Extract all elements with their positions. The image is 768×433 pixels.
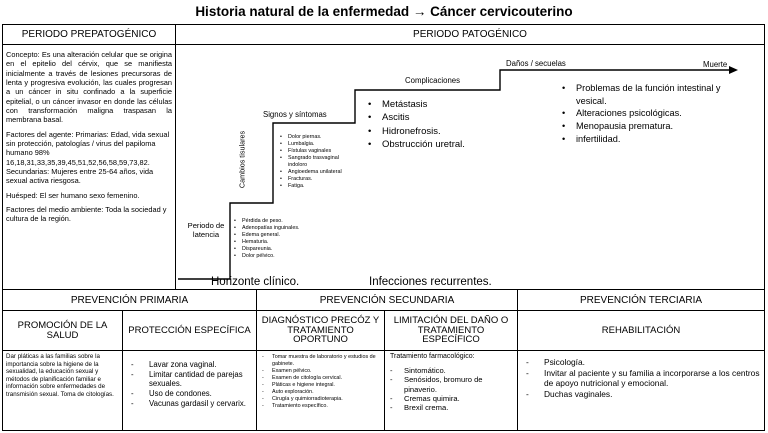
rehabilitation-header: REHABILITACIÓN bbox=[517, 310, 765, 351]
specific-protection-header: PROTECCIÓN ESPECÍFICA bbox=[122, 310, 257, 351]
list-item: - Examen de citología cervical. bbox=[262, 375, 381, 382]
list-item: - Sintomático. bbox=[390, 366, 513, 375]
list-item: - Invitar al paciente y su familia a incorporarse a los centros de apoyo nutricional y emocional. bbox=[526, 368, 760, 389]
list-item: - Lavar zona vaginal. bbox=[131, 360, 252, 370]
list-item: - Tratamiento específico. bbox=[262, 403, 381, 410]
list-item: • Dolor piernas. bbox=[280, 134, 358, 141]
sequelae-label: Daños / secuelas bbox=[506, 59, 566, 68]
early-diagnosis-cell bbox=[256, 350, 385, 431]
specific-protection-cell bbox=[122, 350, 257, 431]
list-item: • Problemas de la función intestinal y vesical. bbox=[562, 82, 752, 107]
rehab-list bbox=[526, 357, 760, 399]
list-item: • Obstrucción uretral. bbox=[368, 138, 498, 151]
latency-label: Periodo de latencia bbox=[187, 221, 225, 240]
complications-list bbox=[368, 98, 498, 151]
damage-limitation-header: LIMITACIÓN DEL DAÑO O TRATAMIENTO ESPECÍFICO bbox=[384, 310, 518, 351]
list-item: • Fístulas vaginales bbox=[280, 148, 358, 155]
list-item: • Sangrado trasvaginal indoloro bbox=[280, 155, 358, 169]
list-item: • Alteraciones psicológicas. bbox=[562, 107, 752, 120]
promotion-text: Dar pláticas a las familias sobre la importancia sobre la higiene de la sexualidad, la educación sexual y métodos de planificación familiar e información sobre enfermedades de transmisión sexual. Toma de citologías. bbox=[6, 353, 114, 398]
early-diagnosis-header: DIAGNÓSTICO PRECÓZ Y TRATAMIENTO OPORTUNO bbox=[256, 310, 385, 351]
health-promotion-header: PROMOCIÓN DE LA SALUD bbox=[2, 310, 123, 351]
list-item: - Vacunas gardasil y cervarix. bbox=[131, 399, 252, 409]
tissue-changes-label: Cambios tisulares bbox=[237, 130, 247, 189]
host-text: Huésped: El ser humano sexo femenino. bbox=[6, 190, 140, 200]
treatment-title: Tratamiento farmacológico: bbox=[390, 353, 475, 360]
list-item: • Ascitis bbox=[368, 111, 498, 124]
death-label: Muerte bbox=[703, 60, 728, 69]
list-item: - Auto exploración. bbox=[262, 389, 381, 396]
treatment-list bbox=[390, 366, 513, 412]
list-item: - Limitar cantidad de parejas sexuales. bbox=[131, 370, 252, 389]
list-item: - Pláticas e higiene integral. bbox=[262, 382, 381, 389]
clinical-horizon-label: Horizonte clínico. bbox=[211, 276, 300, 288]
list-item: - Brexil crema. bbox=[390, 403, 513, 412]
list-item: - Cremas quimira. bbox=[390, 394, 513, 403]
health-promotion-cell bbox=[2, 350, 123, 431]
list-item: • Menopausia prematura. bbox=[562, 120, 752, 133]
agent-factors: Factores del agente: Primarias: Edad, vida sexual sin protección, patologías / virus del papiloma humano 98% 16,18,31,33,35,39,45,51,52,56,58,59,73,82. Secundarias: Mujeres entre 25-64 años, vida sexual activa riesgosa. bbox=[6, 129, 170, 186]
list-item: • Fatiga. bbox=[280, 183, 358, 190]
environment-factors: Factores del medio ambiente: Toda la sociedad y cultura de la región. bbox=[6, 204, 167, 224]
tertiary-prevention-header: PREVENCIÓN TERCIARIA bbox=[517, 289, 765, 311]
secondary-prevention-header: PREVENCIÓN SECUNDARIA bbox=[256, 289, 518, 311]
primary-prevention-header: PREVENCIÓN PRIMARIA bbox=[2, 289, 257, 311]
list-item: • Dolor pélvico. bbox=[234, 253, 334, 260]
list-item: • infertilidad. bbox=[562, 133, 752, 146]
list-item: - Psicología. bbox=[526, 357, 760, 368]
list-item: • Hidronefrosis. bbox=[368, 125, 498, 138]
early-signs-list bbox=[234, 218, 334, 260]
recurrent-infections-label: Infecciones recurrentes. bbox=[369, 276, 492, 288]
list-item: • Metástasis bbox=[368, 98, 498, 111]
list-item: • Edema general. bbox=[234, 232, 334, 239]
list-item: - Examen pélvico. bbox=[262, 368, 381, 375]
list-item: - Cirugía y quimiorradioterapia. bbox=[262, 396, 381, 403]
complications-label: Complicaciones bbox=[405, 76, 461, 85]
signs-label: Signos y síntomas bbox=[263, 110, 327, 119]
diagnosis-list bbox=[262, 354, 381, 410]
list-item: - Duchas vaginales. bbox=[526, 389, 760, 400]
sequelae-list bbox=[562, 82, 752, 145]
list-item: • Pérdida de peso. bbox=[234, 218, 334, 225]
list-item: • Fracturas. bbox=[280, 176, 358, 183]
page-title: Historia natural de la enfermedad → Cáncer cervicouterino bbox=[195, 4, 573, 19]
list-item: - Uso de condones. bbox=[131, 389, 252, 399]
list-item: • Angioedema unilateral bbox=[280, 169, 358, 176]
list-item: • Dispareunia. bbox=[234, 246, 334, 253]
list-item: • Lumbalgia. bbox=[280, 141, 358, 148]
concept-text: Concepto: Es una alteración celular que se origina en el epitelio del cérvix, que se manifiesta inicialmente a través de lesiones precursoras de lenta y progresiva evolución, las cuales progresan a un cáncer in situ confinado a la superficie epitelial, o un cáncer invasor en donde las células con transformación maligna traspasan la membrana basal. bbox=[6, 50, 172, 125]
list-item: • Adenopatías inguinales. bbox=[234, 225, 334, 232]
prepatogenic-header: PERIODO PREPATOGÉNICO bbox=[2, 24, 176, 45]
protection-list bbox=[131, 360, 252, 409]
list-item: • Hematuria. bbox=[234, 239, 334, 246]
list-item: - Tomar muestra de laboratorio y estudios de gabinete. bbox=[262, 354, 381, 368]
list-item: - Senósidos, bromuro de pinaverio. bbox=[390, 375, 513, 394]
signs-list bbox=[280, 134, 358, 190]
rehabilitation-cell bbox=[517, 350, 765, 431]
damage-limitation-cell bbox=[384, 350, 518, 431]
pathogenic-header: PERIODO PATOGÉNICO bbox=[175, 24, 765, 45]
death-arrowhead bbox=[729, 66, 738, 74]
